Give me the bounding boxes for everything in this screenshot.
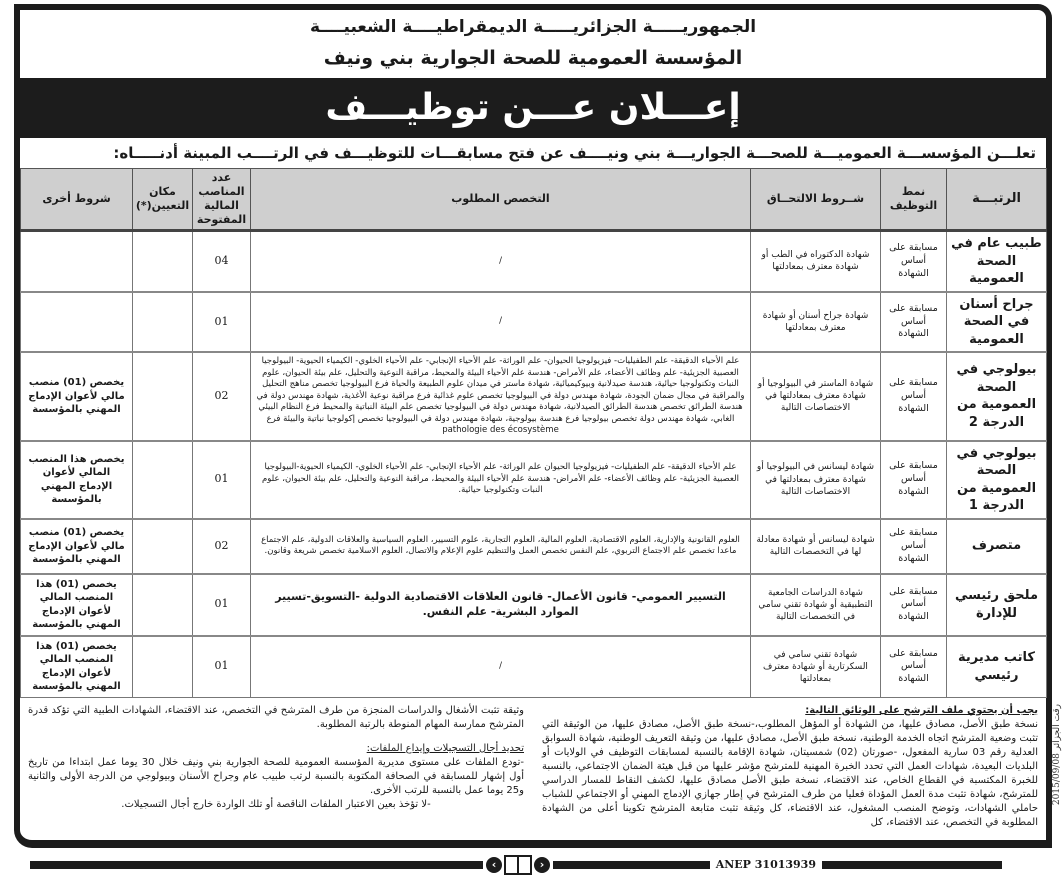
deadlines-line-2: -لا تؤخذ بعين الاعتبار الملفات الناقصة أو تلك الواردة خارج أجال التسجيلات. (121, 798, 431, 810)
place-cell (133, 519, 193, 574)
documents-continued: وثيقة تثبت الأشغال والدراسات المنجزة من طرف المترشح في التخصص، عند الاقتضاء، الشهادات الطبية التي تؤكد قدرة المترشح ممارسة المهام المنوطة بالرتبة المطلوبة. (28, 704, 524, 730)
institution-title: المؤسسة العمومية للصحة الجوارية بني ونيف (323, 47, 743, 69)
place-cell (133, 352, 193, 440)
next-page-icon[interactable]: › (534, 857, 550, 873)
header-positions: عدد المناصب المالية المفتوحة (193, 169, 251, 231)
place-cell (133, 231, 193, 292)
republic-title: الجمهوريـــــة الجزائريـــــة الديمقراطيــــة الشعبيــــة (309, 17, 757, 37)
other-cell (21, 292, 133, 353)
positions-cell: 04 (193, 231, 251, 292)
specialty-cell: التسيير العمومي- قانون الأعمال- قانون العلاقات الاقتصادية الدولية -التسويق-تسيير الموارد البشرية- علم النفس. (251, 574, 751, 636)
conditions-cell: شهادة ليسانس أو شهادة معادلة لها في التخصصات التالية (751, 519, 881, 574)
rank-cell: بيولوجي في الصحة العمومية من الدرجة 1 (947, 441, 1047, 519)
mode-cell: مسابقة على أساس الشهادة (881, 292, 947, 353)
anep-reference: ANEP 31013939 (710, 854, 822, 876)
header-rank: الرتبـــة (947, 169, 1047, 231)
rank-cell: بيولوجي في الصحة العمومية من الدرجة 2 (947, 352, 1047, 440)
other-cell: يخصص (01) منصب مالي لأعوان الإدماج المهني بالمؤسسة (21, 519, 133, 574)
documents-title: يجب أن يحتوي ملف الترشح على الوثائق التالية: (805, 704, 1038, 716)
documents-section (542, 704, 1038, 830)
table-row (21, 519, 1047, 574)
conditions-cell: شهادة الماستر في البيولوجيا أو شهادة معترف بمعادلتها في الاختصاصات التالية (751, 352, 881, 440)
positions-cell: 01 (193, 292, 251, 353)
specialty-cell: / (251, 231, 751, 292)
recruitment-banner: إعـــلان عـــن توظيـــف (20, 78, 1046, 138)
table-header-row (21, 169, 1047, 231)
other-cell: يخصص (01) هذا المنصب المالي لأعوان الإدماج المهني بالمؤسسة (21, 636, 133, 698)
place-cell (133, 636, 193, 698)
specialty-cell: علم الأحياء الدقيقة- علم الطفيليات- فيزيولوجيا الحيوان- علم الوراثة- علم الأحياء الإنجابي- علم الأحياء الخلوي- الكيمياء الحيوية- البيولوجيا العصبية الجزيئية- علم وظائف الأعضاء، علم الأمراض- هندسة علم الأحياء البيئة والمحيط، مراقبة النوعية والتحليل، علم بيئة الحيوان، علوم النبات وتكنولوجيا حيائية، هندسة صيدلانية وبيوكيميائية، شهادة ماستر في ميدان علوم الطبيعة والحياة فرع البيولوجيا تخصص مناهج التحليل والمراقبة في مجال ضمان الجودة، شهادة مهندس دولة في البيولوجيا تخصص علوم غذائية فرع مراقبة نوعية الأغذية، شهادة مهندس دولة في هندسة الطرائق تخصص هندسة الطرائق الصيدلانية، شهادة مهندس دولة في البيولوجيا تخصص علم البيئة النباتية والمحيط فرع النظام البيئي الغابي، شهادة مهندس دولة تخصص بيولوجيا فرع هندسة بيولوجية، شهادة مهندس دولة في البيولوجيا تخصص إكولوجيا نباتية والبيئة فرع pathologie des écosystème (251, 352, 751, 440)
table-row (21, 231, 1047, 292)
place-cell (133, 574, 193, 636)
table-row (21, 292, 1047, 353)
deadlines-section (28, 704, 524, 830)
conditions-cell: شهادة الدراسات الجامعية التطبيقية أو شهادة تقني سامي في التخصصات التالية (751, 574, 881, 636)
rank-cell: جراح أسنان في الصحة العمومية (947, 292, 1047, 353)
conditions-cell: شهادة تقني سامي في السكرتارية أو شهادة معترف بمعادلتها (751, 636, 881, 698)
specialty-cell: علم الأحياء الدقيقة- علم الطفيليات- فيزيولوجيا الحيوان علم الوراثة- علم الأحياء الإنجابي- علم الأحياء الخلوي- الكيمياء الحيوية-البيولوجيا العصبية الجزيئية- علم وظائف الأعضاء- علم الأمراض- هندسة علم الأحياء البيئة والمحيط، مراقبة النوعية والتحليل، علم بيئة الحيوان، علوم النبات وتكنولوجيا حيائية. (251, 441, 751, 519)
other-cell: يخصص (01) منصب مالي لأعوان الإدماج المهني بالمؤسسة (21, 352, 133, 440)
mode-cell: مسابقة على أساس الشهادة (881, 574, 947, 636)
mode-cell: مسابقة على أساس الشهادة (881, 519, 947, 574)
header-mode: نمط التوظيف (881, 169, 947, 231)
table-row (21, 441, 1047, 519)
intro-text: تعلـــن المؤسســـة العموميـــة للصحـــة الجواريـــة بني ونيــــف عن فتح مسابقـــات للتوظيـــف في الرتــــب المبينة أدنـــــاه: (113, 144, 1036, 162)
positions-cell: 02 (193, 519, 251, 574)
place-cell (133, 441, 193, 519)
positions-cell: 02 (193, 352, 251, 440)
rank-cell: طبيب عام في الصحة العمومية (947, 231, 1047, 292)
positions-cell: 01 (193, 441, 251, 519)
specialty-cell: العلوم القانونية والإدارية، العلوم الاقتصادية، العلوم المالية، العلوم التجارية، علوم التسيير، العلوم السياسية والعلاقات الدولية، علم الاجتماع ماعدا تخصص علم الاجتماع التربوي، علم النفس تخصص العمل والتنظيم علوم الإعلام والاتصال، العلوم الاسلامية تخصص شريعة وقانون. (251, 519, 751, 574)
recruitment-table (20, 168, 1047, 698)
page-navigation (483, 854, 553, 876)
header-place: مكان التعيين(*) (133, 169, 193, 231)
open-book-icon[interactable] (504, 855, 532, 875)
footer (30, 854, 1002, 876)
header-conditions: شــروط الالتحــاق (751, 169, 881, 231)
conditions-cell: شهادة ليسانس في البيولوجيا أو شهادة معترف بمعادلتها في الاختصاصات التالية (751, 441, 881, 519)
place-cell (133, 292, 193, 353)
mode-cell: مسابقة على أساس الشهادة (881, 441, 947, 519)
specialty-cell: / (251, 636, 751, 698)
previous-page-icon[interactable]: ‹ (486, 857, 502, 873)
table-row (21, 636, 1047, 698)
rank-cell: ملحق رئيسي للإدارة (947, 574, 1047, 636)
mode-cell: مسابقة على أساس الشهادة (881, 352, 947, 440)
specialty-cell: / (251, 292, 751, 353)
positions-cell: 01 (193, 574, 251, 636)
bottom-section (20, 698, 1046, 840)
rank-cell: متصرف (947, 519, 1047, 574)
header-other: شروط أخرى (21, 169, 133, 231)
mode-cell: مسابقة على أساس الشهادة (881, 231, 947, 292)
side-date-stamp: رقت الجزائر 2015/09/08 (1052, 703, 1062, 805)
positions-cell: 01 (193, 636, 251, 698)
announcement-frame (14, 4, 1052, 848)
conditions-cell: شهادة الدكتوراه في الطب أو شهادة معترف بمعادلتها (751, 231, 881, 292)
mode-cell: مسابقة على أساس الشهادة (881, 636, 947, 698)
other-cell (21, 231, 133, 292)
rank-cell: كاتب مديرية رئيسي (947, 636, 1047, 698)
table-row (21, 574, 1047, 636)
deadlines-title: تحديد أجال التسجيلات وإيداع الملفات: (366, 742, 524, 754)
other-cell: يخصص (01) هذا المنصب المالي لأعوان الإدماج المهني بالمؤسسة (21, 574, 133, 636)
table-row (21, 352, 1047, 440)
conditions-cell: شهادة جراح أسنان أو شهادة معترف بمعادلتها (751, 292, 881, 353)
deadlines-line-1: -تودع الملفات على مستوى مديرية المؤسسة العمومية للصحة الجوارية بني ونيف خلال 30 يوما عمل ابتداءا من تاريخ أول إشهار للمسابقة في الصحافة المكتوبة بالنسبة لرتب طبيب عام وجراح الأسنان وبيولوجي من الدرجة الأولى والثانية و25 يوما عمل بالنسبة للرتب الأخرى. (28, 756, 524, 796)
header-specialty: التخصص المطلوب (251, 169, 751, 231)
other-cell: يخصص هذا المنصب المالي لأعوان الإدماج المهني بالمؤسسة (21, 441, 133, 519)
documents-body: نسخة طبق الأصل، مصادق عليها، من الشهادة أو المؤهل المطلوب،-نسخة طبق الأصل، مصادق عليها، من الوثيقة التي تثبت وضعية المترشح اتجاه الخدمة الوطنية، نسخة طبق الأصل، مصادق عليها، من وثيقة التعريف الوطنية، شهادة السوابق العدلية رقم 03 سارية المفعول، -صورتان (02) شمسيتان، شهادة الإقامة بالنسبة لمسابقات التوظيف في الولايات أو البلديات البعيدة، شهادات العمل التي تحدد الخبرة المهنية للمترشح مؤشر عليها من قبل هيئة الضمان الاجتماعي، بالنسبة للخبرة المكتسبة في القطاع الخاص، عند الاقتضاء، نسخة طبق الأصل مصادق عليها، لكشف النقاط للمسار الدراسي للمترشح، شهادة تثبت مدة العمل المؤداة فعليا من طرف المترشح في إطار جهازي الإدماج المهني أو الاجتماعي للشباب حاملي الشهادات، وتوضح المنصب المشغول، عند الاقتضاء، كل وثيقة تثبت متابعة المترشح تكوينا أعلى من الشهادة المطلوبة في التخصص، عند الاقتضاء، كل (542, 718, 1038, 828)
